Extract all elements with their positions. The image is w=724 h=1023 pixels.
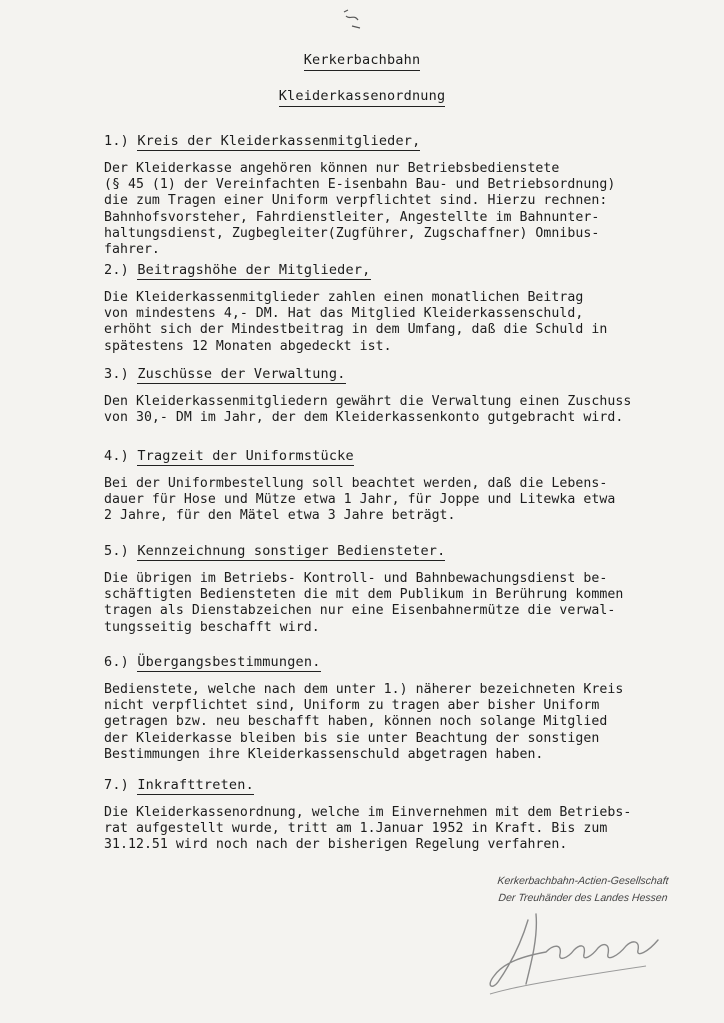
text-line: haltungsdienst, Zugbegleiter(Zugführer, Zugschaffner) Omnibus- [104,225,600,241]
section-4 [104,448,704,525]
text-line: dauer für Hose und Mütze etwa 1 Jahr, für Joppe und Litewka etwa [104,492,616,508]
text-line: Bestimmungen ihre Kleiderkassenschuld abgetragen haben. [104,746,544,762]
section-heading [104,777,704,793]
handwritten-signature [476,900,686,1000]
text-line: Die Kleiderkassenmitglieder zahlen einen monatlichen Beitrag [104,290,584,305]
text-line: von 30,- DM im Jahr, der dem Kleiderkassenkonto gutgebracht wird. [104,410,624,426]
company-stamp-line-2: Der Treuhänder des Landes Hessen [497,892,669,904]
section-heading [104,133,704,149]
text-line: Die Kleiderkassenordnung, welche im Einvernehmen mit dem Betriebs- [104,805,632,820]
text-line: die zum Tragen einer Uniform verpflichtet sind. Hierzu rechnen: [104,193,608,209]
text-line: schäftigten Bediensteten die mit dem Publikum in Berührung kommen [104,587,624,603]
section-number: 6.) [104,654,129,670]
section-title: Kennzeichnung sonstiger Bediensteter. [137,543,446,559]
section-heading [104,448,704,464]
text-line: getragen bzw. neu beschafft haben, können noch solange Mitglied [104,714,608,730]
section-title: Tragzeit der Uniformstücke [137,448,354,464]
text-line: nicht verpflichtet sind, Uniform zu tragen aber bisher Uniform [104,698,600,714]
text-line: 2 Jahre, für den Mätel etwa 3 Jahre beträgt. [104,508,456,524]
section-number: 7.) [104,777,129,793]
section-heading [104,654,704,670]
text-line: Bahnhofsvorsteher, Fahrdienstleiter, Angestellte im Bahnunter- [104,209,600,225]
text-line: Bedienstete, welche nach dem unter 1.) näherer bezeichneten Kreis [104,682,624,697]
section-body [104,805,704,854]
text-line: erhöht sich der Mindestbeitrag in dem Umfang, daß die Schuld in [104,322,608,338]
text-line: von mindestens 4,- DM. Hat das Mitglied Kleiderkassenschuld, [104,306,584,322]
section-body [104,571,704,636]
section-heading [104,366,704,382]
text-line: Bei der Uniformbestellung soll beachtet werden, daß die Lebens- [104,476,608,491]
text-line: tungsseitig beschafft wird. [104,619,320,635]
ink-mark [338,8,368,36]
section-body [104,476,704,525]
text-line: 31.12.51 wird noch nach der bisherigen Regelung verfahren. [104,837,568,853]
text-line: Der Kleiderkasse angehören können nur Betriebsbedienstete [104,161,560,176]
section-title: Übergangsbestimmungen. [137,654,321,670]
text-line: spätestens 12 Monaten abgedeckt ist. [104,338,392,354]
section-heading [104,262,704,278]
section-6 [104,654,704,763]
text-line: (§ 45 (1) der Vereinfachten E-isenbahn Bau- und Betriebsordnung) [104,177,616,193]
section-number: 2.) [104,262,129,278]
section-2 [104,262,704,355]
section-3 [104,366,704,426]
section-number: 4.) [104,448,129,464]
section-number: 3.) [104,366,129,382]
section-title: Inkrafttreten. [137,777,254,793]
document-subtitle-text: Kleiderkassenordnung [279,88,446,107]
section-body [104,682,704,763]
section-body [104,394,704,426]
text-line: rat aufgestellt wurde, tritt am 1.Januar 1952 in Kraft. Bis zum [104,821,608,837]
section-number: 1.) [104,133,129,149]
section-number: 5.) [104,543,129,559]
company-stamp-line-1: Kerkerbachbahn-Actien-Gesellschaft [496,875,670,887]
text-line: der Kleiderkasse bleiben bis sie unter Beachtung der sonstigen [104,730,600,746]
section-body [104,161,704,258]
section-title: Kreis der Kleiderkassenmitglieder, [137,133,421,149]
section-5 [104,543,704,636]
document-subtitle [0,88,724,104]
section-7 [104,777,704,854]
section-title: Beitragshöhe der Mitglieder, [137,262,371,278]
document-title [0,52,724,68]
text-line: tragen als Dienstabzeichen nur eine Eisenbahnermütze die verwal- [104,603,616,619]
section-1 [104,133,704,258]
text-line: Die übrigen im Betriebs- Kontroll- und Bahnbewachungsdienst be- [104,571,608,586]
text-line: fahrer. [104,242,160,258]
text-line: Den Kleiderkassenmitgliedern gewährt die Verwaltung einen Zuschuss [104,394,632,409]
section-body [104,290,704,355]
section-heading [104,543,704,559]
section-title: Zuschüsse der Verwaltung. [137,366,346,382]
document-title-text: Kerkerbachbahn [304,52,421,71]
